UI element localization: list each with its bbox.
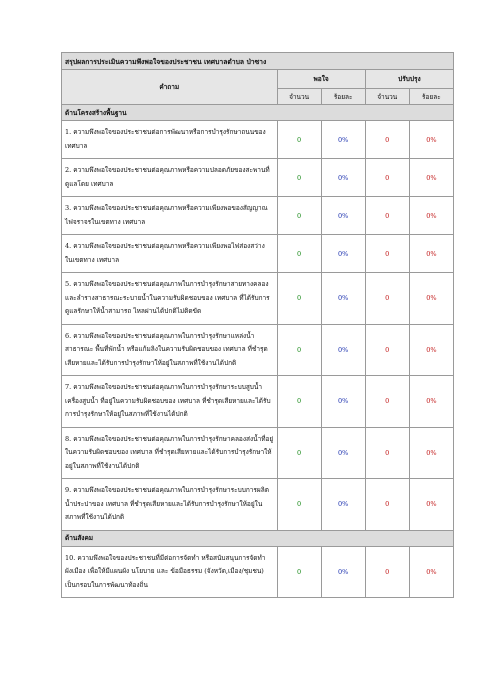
question-text: 3. ความพึงพอใจของประชาชนต่อคุณภาพหรือความเพียงพอของสัญญาณไฟจราจรในเขตทาง เทศบาล	[62, 197, 278, 235]
satisfied-count: 0	[277, 479, 321, 531]
satisfied-percent-header: ร้อยละ	[321, 89, 365, 105]
satisfied-percent: 0%	[321, 376, 365, 428]
question-header: คำถาม	[62, 70, 278, 105]
table-row	[62, 427, 454, 479]
improve-percent: 0%	[409, 376, 453, 428]
improve-percent: 0%	[409, 159, 453, 197]
table-row	[62, 235, 454, 273]
section-row	[62, 105, 454, 121]
satisfied-count: 0	[277, 324, 321, 376]
satisfaction-table	[61, 52, 454, 598]
satisfied-percent: 0%	[321, 546, 365, 598]
table-row	[62, 479, 454, 531]
improve-count: 0	[365, 235, 409, 273]
satisfied-count: 0	[277, 427, 321, 479]
satisfied-count: 0	[277, 121, 321, 159]
satisfied-percent: 0%	[321, 121, 365, 159]
improve-percent: 0%	[409, 197, 453, 235]
question-text: 1. ความพึงพอใจของประชาชนต่อการพัฒนาหรือการบำรุงรักษาถนนของ เทศบาล	[62, 121, 278, 159]
header-row	[62, 70, 454, 89]
satisfied-percent: 0%	[321, 427, 365, 479]
satisfied-count: 0	[277, 376, 321, 428]
satisfied-percent: 0%	[321, 479, 365, 531]
improve-percent: 0%	[409, 235, 453, 273]
improve-percent: 0%	[409, 479, 453, 531]
improve-count: 0	[365, 197, 409, 235]
satisfied-percent: 0%	[321, 159, 365, 197]
table-row	[62, 324, 454, 376]
question-text: 10. ความพึงพอใจของประชาชนที่มีต่อการจัดทำ หรือสนับสนุนการจัดทำผังเมือง เพื่อให้มีแผนผัง นโยบาย และ ข้อมือธรรม (จังหวัด,เมือง/ชุมชน) เป็นกรอบในการพัฒนาท้องถิ่น	[62, 546, 278, 598]
satisfied-percent: 0%	[321, 273, 365, 325]
improve-count: 0	[365, 546, 409, 598]
table-row	[62, 197, 454, 235]
table-row	[62, 376, 454, 428]
satisfied-percent: 0%	[321, 324, 365, 376]
improve-count: 0	[365, 121, 409, 159]
survey-summary	[61, 52, 454, 598]
table-row	[62, 121, 454, 159]
question-text: 6. ความพึงพอใจของประชาชนต่อคุณภาพในการบำรุงรักษาแหล่งน้ำสาธารณะ พื้นที่พักน้ำ หรือแก้มลิงในความรับผิดชอบของ เทศบาล ที่ชำรุดเสียหายและได้รับการบำรุงรักษาให้อยู่ในสภาพที่ใช้งานได้ปกติ	[62, 324, 278, 376]
table-title: สรุปผลการประเมินความพึงพอใจของประชาชน เทศบาลตำบล ป่าซาง	[62, 53, 454, 70]
improve-count: 0	[365, 376, 409, 428]
improve-header: ปรับปรุง	[365, 70, 453, 89]
satisfied-header: พอใจ	[277, 70, 365, 89]
question-text: 4. ความพึงพอใจของประชาชนต่อคุณภาพหรือความเพียงพอไฟส่องสว่าง ในเขตทาง เทศบาล	[62, 235, 278, 273]
satisfied-count: 0	[277, 273, 321, 325]
table-row	[62, 273, 454, 325]
satisfied-count: 0	[277, 546, 321, 598]
question-text: 5. ความพึงพอใจของประชาชนต่อคุณภาพในการบำรุงรักษาสายทางคลองและลำรางสาธารณะระบายน้ำในความรับผิดชอบของ เทศบาล ที่ได้รับการดูแลรักษาให้น้ำสามารถ ไหลผ่านได้ปกติไม่ติดขัด	[62, 273, 278, 325]
table-body	[62, 105, 454, 598]
table-row	[62, 159, 454, 197]
satisfied-count: 0	[277, 159, 321, 197]
improve-count: 0	[365, 324, 409, 376]
section-row	[62, 530, 454, 546]
section-heading: ด้านโครงสร้างพื้นฐาน	[62, 105, 454, 121]
improve-percent: 0%	[409, 273, 453, 325]
section-heading: ด้านสังคม	[62, 530, 454, 546]
improve-count-header: จำนวน	[365, 89, 409, 105]
improve-percent: 0%	[409, 546, 453, 598]
improve-percent-header: ร้อยละ	[409, 89, 453, 105]
table-row	[62, 546, 454, 598]
improve-count: 0	[365, 427, 409, 479]
question-text: 8. ความพึงพอใจของประชาชนต่อคุณภาพในการบำรุงรักษาคลองส่งน้ำที่อยู่ในความรับผิดชอบของ เทศบาล ที่ชำรุดเสียหายและได้รับการบำรุงรักษาให้อยู่ในสภาพที่ใช้งานได้ปกติ	[62, 427, 278, 479]
question-text: 9. ความพึงพอใจของประชาชนต่อคุณภาพในการบำรุงรักษาระบบการผลิตน้ำประปาของ เทศบาล ที่ชำรุดเสียหายและได้รับการบำรุงรักษาให้อยู่ในสภาพที่ใช้งานได้ปกติ	[62, 479, 278, 531]
satisfied-count: 0	[277, 235, 321, 273]
table-title-row	[62, 53, 454, 70]
improve-percent: 0%	[409, 324, 453, 376]
improve-count: 0	[365, 159, 409, 197]
improve-percent: 0%	[409, 121, 453, 159]
improve-percent: 0%	[409, 427, 453, 479]
question-text: 7. ความพึงพอใจของประชาชนต่อคุณภาพในการบำรุงรักษาระบบสูบน้ำ เครื่องสูบน้ำ ที่อยู่ในความรับผิดชอบของ เทศบาล ที่ชำรุดเสียหายและได้รับการบำรุงรักษาให้อยู่ในสภาพที่ใช้งานได้ปกติ	[62, 376, 278, 428]
satisfied-count-header: จำนวน	[277, 89, 321, 105]
improve-count: 0	[365, 479, 409, 531]
satisfied-count: 0	[277, 197, 321, 235]
satisfied-percent: 0%	[321, 197, 365, 235]
satisfied-percent: 0%	[321, 235, 365, 273]
improve-count: 0	[365, 273, 409, 325]
question-text: 2. ความพึงพอใจของประชาชนต่อคุณภาพหรือความปลอดภัยของสะพานที่ดูแลโดย เทศบาล	[62, 159, 278, 197]
